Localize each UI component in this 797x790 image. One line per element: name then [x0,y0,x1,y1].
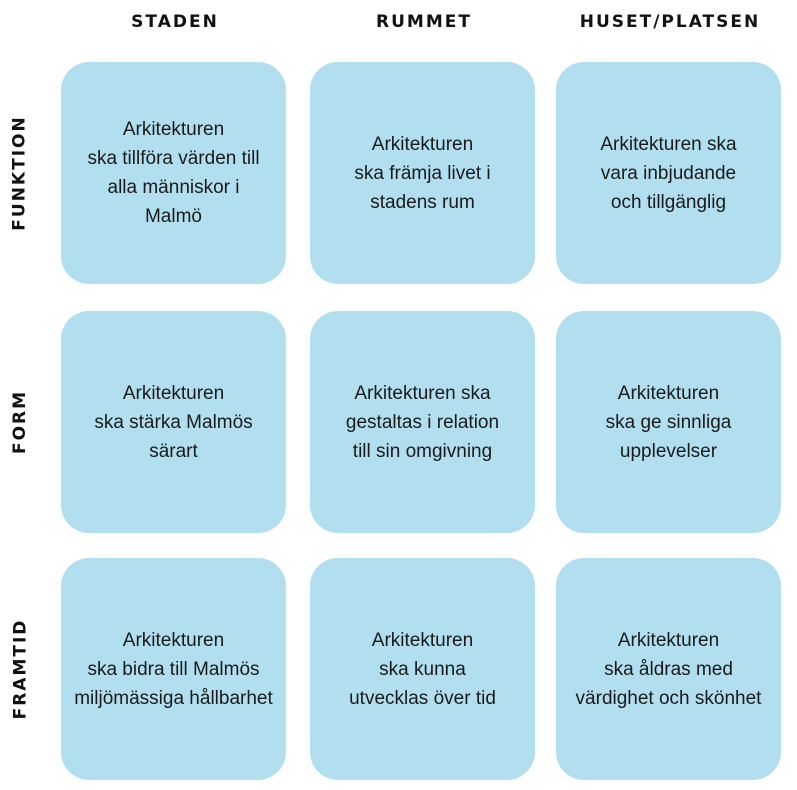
cell-text [87,115,259,231]
cell-line: till sin omgivning [352,440,493,462]
cell-text [606,379,732,466]
row-header-framtid [0,558,40,780]
cell-text [349,626,496,713]
cell-line: Arkitekturen [122,382,225,404]
cell-line: Arkitekturen [617,629,720,651]
row-header-funktion-label: FUNKTION [10,115,31,231]
cell-text [576,626,762,713]
row-header-funktion [0,62,40,284]
cell-text [74,626,273,713]
column-header-staden: STADEN [131,12,219,32]
cell-form-huset-platsen [556,311,781,533]
cell-line: alla människor i [107,177,240,198]
cell-text [600,130,736,217]
cell-line: ska tillföra värden till [87,148,260,169]
cell-text [346,379,499,466]
cell-line: och tillgänglig [610,191,727,213]
cell-framtid-huset-platsen [556,558,781,780]
cell-line: Arkitekturen [371,133,474,155]
cell-line: miljömässiga hållbarhet [74,687,273,709]
cell-line: Arkitekturen [617,382,720,404]
cell-line: stadens rum [370,191,475,213]
cell-line: ska stärka Malmös [94,411,253,433]
cell-line: särart [149,440,198,462]
cell-line: Arkitekturen [122,119,225,140]
cell-funktion-rummet [310,62,535,284]
cell-line: Arkitekturen ska [354,382,491,404]
column-header-rummet: RUMMET [376,12,472,32]
cell-line: ska ge sinnliga [605,411,732,433]
cell-line: ska kunna [379,658,466,680]
cell-form-rummet [310,311,535,533]
cell-line: gestaltas i relation [345,411,500,433]
cell-form-staden [61,311,286,533]
cell-text [94,379,252,466]
cell-line: Arkitekturen [371,629,474,651]
column-header-huset-platsen: HUSET/PLATSEN [579,12,761,32]
cell-line: ska bidra till Malmös [87,658,260,680]
cell-text [354,130,490,217]
cell-line: utvecklas över tid [349,687,496,709]
cell-line: upplevelser [619,440,718,462]
cell-funktion-huset-platsen [556,62,781,284]
cell-line: Malmö [144,206,202,227]
cell-funktion-staden [61,62,286,284]
row-header-form-label: FORM [10,389,31,455]
cell-line: ska främja livet i [354,162,491,184]
cell-framtid-staden [61,558,286,780]
cell-line: ska åldras med [604,658,733,680]
cell-line: vara inbjudande [600,162,737,184]
cell-line: Arkitekturen ska [600,133,737,155]
cell-line: Arkitekturen [122,629,225,651]
cell-framtid-rummet [310,558,535,780]
row-header-framtid-label: FRAMTID [10,618,30,720]
cell-line: värdighet och skönhet [575,687,762,709]
row-header-form [0,311,40,533]
